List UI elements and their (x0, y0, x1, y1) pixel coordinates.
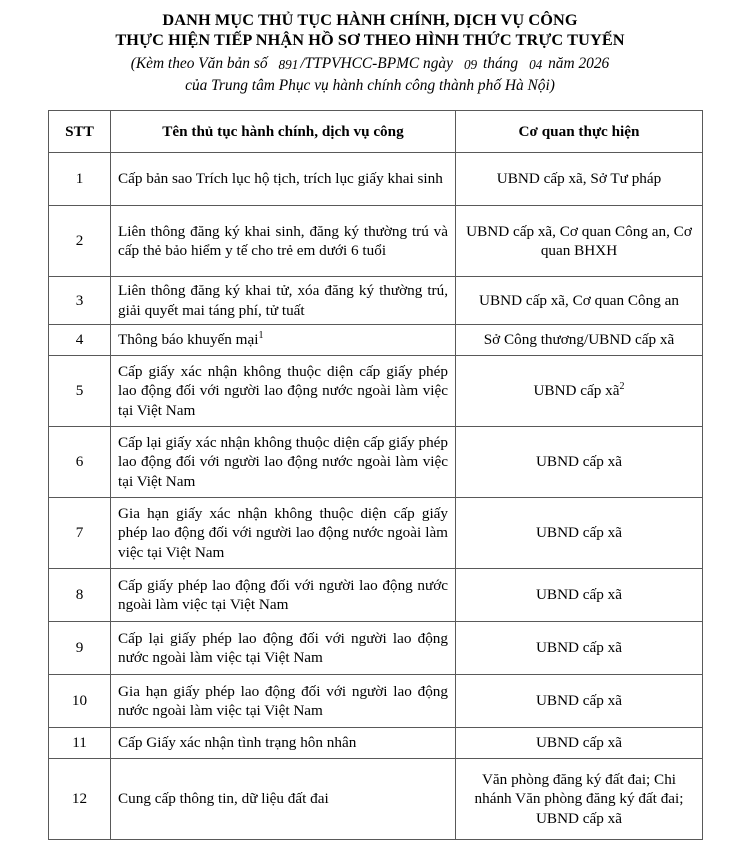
table-row (49, 675, 703, 728)
procedure-name: Cấp lại giấy phép lao động đối với người lao động nước ngoài làm việc tại Việt Nam (111, 622, 456, 675)
agency-name: UBND cấp xã (456, 675, 703, 728)
reference-prefix: (Kèm theo Văn bản số (130, 55, 268, 72)
footnote-marker: 2 (619, 381, 625, 393)
column-header-stt: STT (49, 111, 111, 153)
issuing-authority-line: của Trung tâm Phục vụ hành chính công thành phố Hà Nội) (185, 77, 555, 94)
procedure-name: Cấp giấy xác nhận không thuộc diện cấp giấy phép lao động đối với người lao động nước ngoài làm việc tại Việt Nam (111, 356, 456, 427)
table-row (49, 325, 703, 356)
agency-name: UBND cấp xã, Sở Tư pháp (456, 153, 703, 206)
footnote-marker: 1 (258, 330, 264, 342)
procedure-name: Cấp lại giấy xác nhận không thuộc diện cấp giấy phép lao động đối với người lao động nước ngoài làm việc tại Việt Nam (111, 427, 456, 498)
procedure-name: Liên thông đăng ký khai sinh, đăng ký thường trú và cấp thẻ bảo hiểm y tế cho trẻ em dưới 6 tuổi (111, 206, 456, 277)
table-row (49, 498, 703, 569)
procedures-table (48, 110, 703, 840)
row-index: 10 (49, 675, 111, 728)
procedure-name: Cung cấp thông tin, dữ liệu đất đai (111, 759, 456, 840)
row-index: 4 (49, 325, 111, 356)
reference-mid-2: tháng (483, 55, 519, 72)
agency-name: UBND cấp xã (456, 427, 703, 498)
table-body (49, 153, 703, 840)
agency-name (456, 356, 703, 427)
row-index: 9 (49, 622, 111, 675)
table-row (49, 206, 703, 277)
agency-name: Sở Công thương/UBND cấp xã (456, 325, 703, 356)
document-month: 04 (529, 57, 543, 72)
document-header (0, 0, 740, 96)
agency-name: UBND cấp xã, Cơ quan Công an, Cơ quan BHXH (456, 206, 703, 277)
page-title-line-1: DANH MỤC THỦ TỤC HÀNH CHÍNH, DỊCH VỤ CÔNG (162, 10, 578, 29)
table-row (49, 759, 703, 840)
table-row (49, 427, 703, 498)
table-header (49, 111, 703, 153)
agency-name: Văn phòng đăng ký đất đai; Chi nhánh Văn phòng đăng ký đất đai; UBND cấp xã (456, 759, 703, 840)
document-day: 09 (463, 57, 478, 72)
procedure-name: Cấp giấy phép lao động đối với người lao động nước ngoài làm việc tại Việt Nam (111, 569, 456, 622)
row-index: 5 (49, 356, 111, 427)
procedure-name: Gia hạn giấy phép lao động đối với người lao động nước ngoài làm việc tại Việt Nam (111, 675, 456, 728)
table-row (49, 569, 703, 622)
table-row (49, 622, 703, 675)
row-index: 12 (49, 759, 111, 840)
table-header-row (49, 111, 703, 153)
column-header-agency: Cơ quan thực hiện (456, 111, 703, 153)
procedure-name: Liên thông đăng ký khai tử, xóa đăng ký thường trú, giải quyết mai táng phí, tử tuất (111, 277, 456, 325)
row-index: 8 (49, 569, 111, 622)
row-index: 6 (49, 427, 111, 498)
row-index: 1 (49, 153, 111, 206)
reference-mid-1: /TTPVHCC-BPMC ngày (300, 55, 453, 72)
procedure-name: Cấp Giấy xác nhận tình trạng hôn nhân (111, 728, 456, 759)
table-row (49, 356, 703, 427)
procedure-name-text: Thông báo khuyến mại (118, 331, 259, 349)
agency-name: UBND cấp xã (456, 728, 703, 759)
table-row (49, 728, 703, 759)
page-title-line-2: THỰC HIỆN TIẾP NHẬN HỒ SƠ THEO HÌNH THỨC TRỰC TUYẾN (115, 30, 625, 49)
procedure-name: Gia hạn giấy xác nhận không thuộc diện cấp giấy phép lao động đối với người lao động nước ngoài làm việc tại Việt Nam (111, 498, 456, 569)
table-row (49, 277, 703, 325)
procedure-name (111, 325, 456, 356)
procedures-table-container (48, 110, 702, 840)
table-row (49, 153, 703, 206)
row-index: 11 (49, 728, 111, 759)
agency-name: UBND cấp xã (456, 569, 703, 622)
row-index: 2 (49, 206, 111, 277)
row-index: 7 (49, 498, 111, 569)
row-index: 3 (49, 277, 111, 325)
document-number: 891 (278, 57, 299, 72)
agency-name: UBND cấp xã (456, 498, 703, 569)
agency-name: UBND cấp xã, Cơ quan Công an (456, 277, 703, 325)
agency-name-text: UBND cấp xã (533, 382, 620, 400)
column-header-procedure-name: Tên thủ tục hành chính, dịch vụ công (111, 111, 456, 153)
agency-name: UBND cấp xã (456, 622, 703, 675)
document-reference-line (46, 53, 694, 75)
reference-mid-3: năm 2026 (548, 55, 610, 72)
procedure-name: Cấp bản sao Trích lục hộ tịch, trích lục giấy khai sinh (111, 153, 456, 206)
